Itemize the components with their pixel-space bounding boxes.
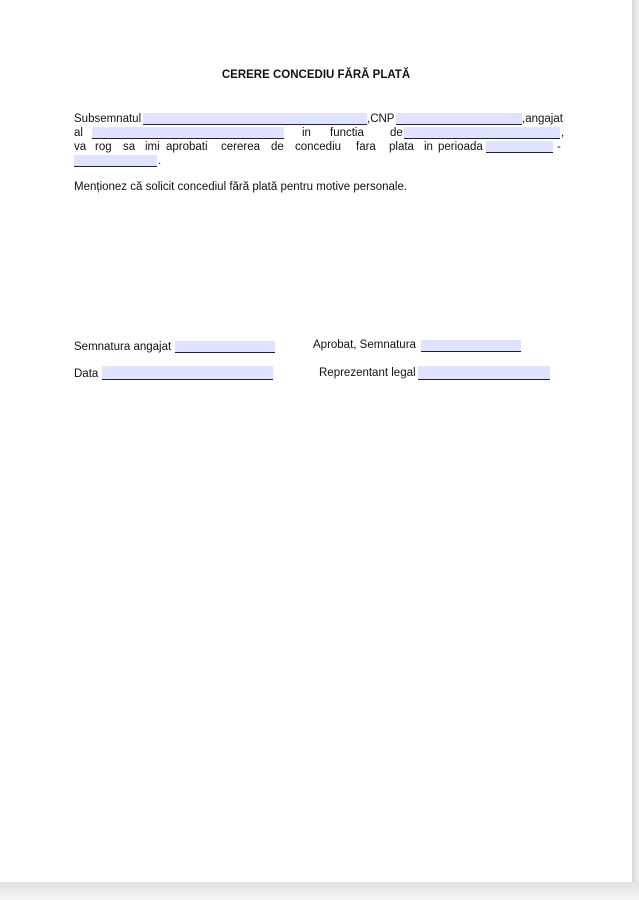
aprobat-label: Aprobat, Semnatura <box>313 339 416 351</box>
line3-word: aprobati <box>166 141 208 153</box>
line3-word: cererea <box>221 141 260 153</box>
line3-word: fara <box>356 141 376 153</box>
in-label: in <box>302 127 311 139</box>
period-label: . <box>158 155 162 167</box>
line3-word: va <box>74 141 87 153</box>
line3-word: perioada <box>438 141 483 153</box>
name-field[interactable] <box>143 113 367 125</box>
approval-signature-field[interactable] <box>421 340 521 352</box>
angajat-label: ,angajat <box>522 113 563 125</box>
period-end-field[interactable] <box>74 155 157 167</box>
line3-word: sa <box>123 141 136 153</box>
comma-label: , <box>561 127 565 139</box>
semnatura-angajat-label: Semnatura angajat <box>74 341 172 353</box>
employee-signature-field[interactable] <box>175 341 275 353</box>
function-field[interactable] <box>404 127 560 139</box>
cnp-field[interactable] <box>396 113 522 125</box>
line3-word: concediu <box>295 141 342 153</box>
document-title: CERERE CONCEDIU FĂRĂ PLATĂ <box>221 69 411 81</box>
viewer-bottom-edge <box>0 882 639 900</box>
employer-field[interactable] <box>92 127 284 139</box>
line3-word: in <box>424 141 433 153</box>
cnp-label: ,CNP <box>367 113 395 125</box>
al-label: al <box>74 127 83 139</box>
subsemnatul-label: Subsemnatul <box>74 113 142 125</box>
reprezentant-label: Reprezentant legal <box>319 367 416 379</box>
line3-word: rog <box>95 141 112 153</box>
functia-label: functia <box>330 127 364 139</box>
dash-label: - <box>557 141 561 153</box>
viewer-right-edge <box>632 0 639 900</box>
date-field[interactable] <box>102 366 273 380</box>
data-label: Data <box>74 368 99 380</box>
line3-word: imi <box>145 141 160 153</box>
line3-word: plata <box>389 141 414 153</box>
line3-word: de <box>271 141 284 153</box>
period-start-field[interactable] <box>486 141 553 153</box>
legal-representative-field[interactable] <box>418 366 550 380</box>
motive-text: Menționez că solicit concediul fără plată pentru motive personale. <box>74 181 408 193</box>
de-label: de <box>390 127 403 139</box>
